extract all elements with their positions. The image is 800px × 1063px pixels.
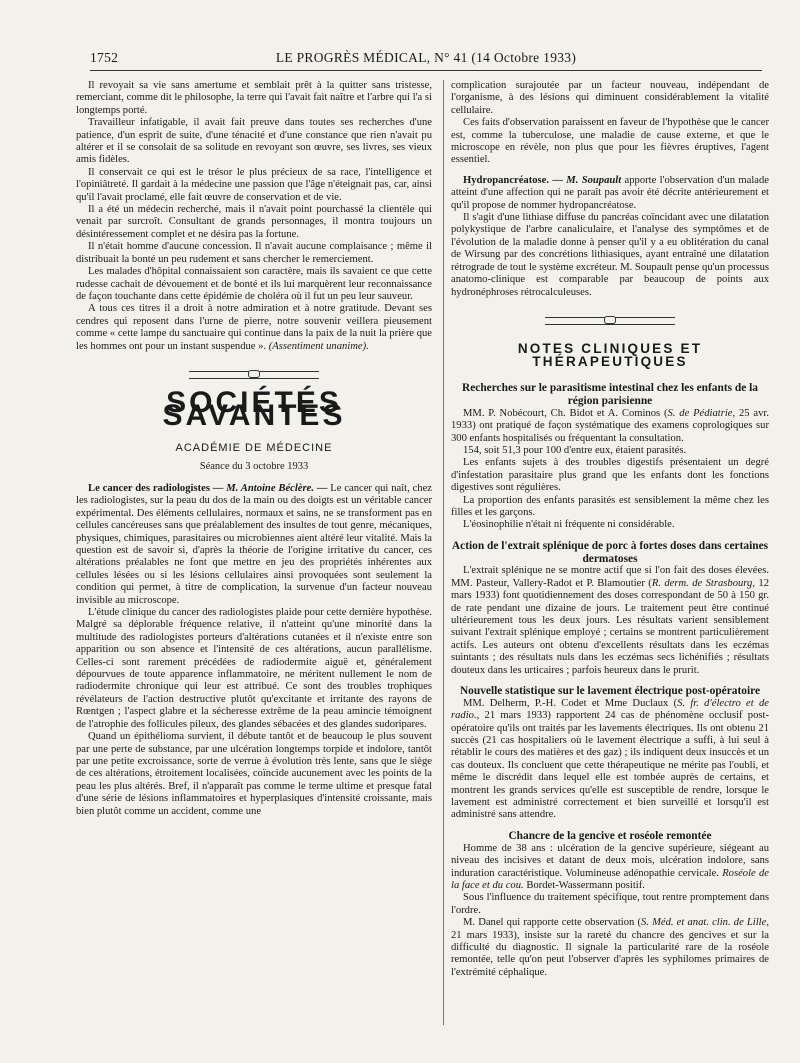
paragraph (451, 408, 769, 445)
text: , 12 mars 1933) font quotidiennement des doses correspondant de 50 à 150 gr. de rate pendant une dizaine de jours. Le traitement peut être continué ultérieurement tous les deux jours. Les résultats varient sensiblement suivant l'extrait splénique employé ; certains se montrent particulièrement actifs. Les auteurs ont obtenu d'excellents résultats dans les eczémas suintants ; des résultats nuls dans les eczémas secs lichénifiés ; résultats douteux dans les urticaires ; parfois heureux dans le prurit. (451, 577, 770, 676)
page-number: 1752 (90, 50, 119, 65)
article-text: Le cancer qui naît, chez les radiologistes, sur la peau du dos de la main ou des doigts est un véritable cancer expérimental. Des éléments cellulaires, normaux et sains, ne se transforment pas en cellules cancéreuses sans que préalablement des insultes de tout genre, mécaniques, physiques, chimiques, parasitaires ou microbiennes aient altéré leur vitalité. Mais la question est de savoir si, d'après la théorie de l'origine irritative du cancer, ces altérations préalables ne font que mettre en jeu des propriétés inhérentes aux cellules lésées ou si les lésions cellulaires ainsi provoquées sont seulement la condition qui permet, à titre de complication, la survenue d'un facteur nouveau invisible au microscope. (76, 482, 433, 606)
ornament-divider (76, 371, 432, 383)
citation: R. derm. de Strasbourg (651, 577, 753, 589)
section-title: Chancre de la gencive et roséole remontée (508, 829, 712, 842)
citation: S. Méd. et anat. clin. de Lille (640, 917, 767, 929)
paragraph-note: (Assentiment unanime). (268, 340, 369, 352)
section-title: Nouvelle statistique sur le lavement électrique post-opératoire (459, 685, 761, 698)
paragraph: La proportion des enfants parasités est sensiblement la même chez les filles et les garçons. (451, 494, 769, 518)
text: Bordet-Wassermann positif. (523, 879, 645, 891)
article-title: Le cancer des radiologistes (88, 482, 210, 494)
text: MM. Delherm, P.-H. Codet et Mme Duclaux ( (463, 697, 678, 709)
header-rule (90, 70, 762, 71)
paragraph (76, 303, 432, 353)
article-text: apporte l'observation d'un malade atteint d'une affection qui ne paraît pas avoir été décrite antérieurement et qu'il propose de nommer hydropancréatose. (451, 174, 769, 211)
paragraph: Il n'était homme d'aucune concession. Il n'avait aucune complaisance ; même il distribuait la bonté un peu rudement et sans chercher le remerciement. (76, 241, 432, 265)
paragraph: L'étude clinique du cancer des radiologistes plaide pour cette dernière hypothèse. Malgré sa déplorable fréquence relative, il n'atteint qu'une minorité dans la multitude des radiologistes porteurs d'altérations cutanées et il n'existe entre son apparition ou son absence et l'intensité de ces altérations, aucun parallélisme. Celles-ci sont rarement précédées de radiodermite aiguë et, généralement dépourvues de toute apparence inflammatoire, ne méritent nullement le nom de radiodermite chronique qui leur est attribué. Ce sont des troubles trophiques révélateurs de l'action destructive plutôt qu'excitante et irritante des rayons de Rœntgen ; l'aspect glabre et la sécheresse extrême de la peau amincie témoignent de l'atrophie des follicules pileux, des glandes sébacées et des glandes sudoripares. (76, 607, 433, 730)
text: MM. P. Nobécourt, Ch. Bidot et A. Cominos ( (463, 407, 668, 419)
text: , 21 mars 1933) rapportent 24 cas de phénomène occlusif post-opératoire qu'ils ont traités par les lavements électriques. Ils ont obtenu 21 succès (21 cas hospitaliers où le lavement électrique a suffi, à lui seul à rétablir le cours des matières et des gaz) ; ils indiquent deux insuccès et un cas douteux. Ils concluent que cette thérapeutique ne mérite pas l'oubli, et même le discrédit dans lequel elle est tombée auprès de certains, et montrent les grands services qu'elle est susceptible de rendre, lorsque le lavement est administré correctement et bien surveillé et lorsqu'il est administré sans attendre. (451, 710, 769, 821)
text: , 21 mars 1933), insiste sur la rareté du chancre des gencives et sur la difficulté du diagnostic. Il signale la particularité rare de la roséole remontée, telle qu'on peut l'observer d'après les syphilomes primaires de l'extrémité céphalique. (451, 917, 769, 978)
paragraph (451, 565, 769, 677)
paragraph: Les malades d'hôpital connaissaient son caractère, mais ils savaient ce que cette rudesse cachait de dévouement et de bonté et ils lui marquèrent leur reconnaissance de façon touchante dans cette épidémie de choléra où il fut un peu leur sauveur. (76, 266, 432, 302)
article-paragraph (451, 175, 769, 212)
article-author: — M. Antoine Béclère. — (212, 482, 328, 494)
article-title: Hydropancréatose. (463, 174, 550, 186)
left-column (76, 80, 432, 818)
ornament-divider (451, 317, 769, 329)
running-head (90, 50, 762, 68)
right-column (451, 80, 769, 979)
paragraph: complication surajoutée par un facteur nouveau, indépendant de l'organisme, à des lésions qui diminuent considérablement la vitalité cellulaire. (451, 80, 769, 116)
paragraph (451, 843, 769, 893)
paragraph (451, 698, 769, 822)
paragraph-text: A tous ces titres il a droit à notre admiration et à notre gratitude. Devant ses cendres qui reposent dans l'urne de pierre, notre souvenir veillera pieusement comme « cette lampe du sanctuaire qui continue dans la paix de la nuit la prière que les hommes ont pour un instant suspendue ». (76, 303, 432, 352)
paragraph: Il revoyait sa vie sans amertume et semblait prêt à la quitter sans tristesse, remerciant, comme dit le philosophe, la terre qui l'avait fait naître et l'arbre qui l'a si longtemps porté. (76, 80, 432, 116)
citation: Roséole de la face et du cou. (451, 867, 769, 891)
session-date: Séance du 3 octobre 1933 (199, 460, 309, 472)
section-title: Action de l'extrait splénique de porc à fortes doses dans certaines dermatoses (451, 539, 769, 565)
paragraph: Quand un épithélioma survient, il débute tantôt et de beaucoup le plus souvent par une perte de substance, par une ulcération longtemps torpide et indolore, tantôt par une petite excroissance, sorte de verrue à évolution très lente, sans que le siège de ces altérations, étroitement localisées, coïncide aucunement avec les points de la peau les plus altérés. Bref, il n'apparaît pas comme le terme ultime et presque fatal d'une série de lésions inflammatoires et hyperplasiques d'intensité croissante, mais bien plutôt comme un accident, comme une (76, 731, 432, 817)
paragraph: Les enfants sujets à des troubles digestifs présentaient un degré d'infestation parasitaire plus grand que les enfants dont les fonctions digestives sont régulières. (451, 457, 769, 494)
paragraph: Ces faits d'observation paraissent en faveur de l'hypothèse que le cancer est, comme la tuberculose, une maladie de cause externe, et que le microscope en révèle, non plus que pour les fièvres éruptives, l'agent essentiel. (451, 117, 769, 166)
paragraph: L'éosinophilie n'était ni fréquente ni considérable. (463, 519, 675, 531)
journal-title: LE PROGRÈS MÉDICAL, N° 41 (14 Octobre 1933) (275, 50, 577, 65)
citation: S. de Pédiatrie (667, 407, 733, 419)
section-title: Recherches sur le parasitisme intestinal chez les enfants de la région parisienne (461, 382, 759, 407)
paragraph: Travailleur infatigable, il avait fait preuve dans toutes ses recherches d'une patience, d'un esprit de suite, d'une ténacité et d'une constance que rien n'avait pu altérer et il se consolait de sa solitude en revoyant son œuvre, ses livres, ses vieux amis fidèles. (76, 117, 432, 166)
paragraph (451, 917, 769, 979)
text: Homme de 38 ans : ulcération de la gencive supérieure, siégeant au niveau des incisives et datant de deux mois, ulcération indolore, sans induration caractéristique. Volumineuse adénopathie cervicale. (451, 842, 769, 879)
paragraph: 154, soit 51,3 pour 100 d'entre eux, étaient parasités. (463, 444, 687, 456)
article-author: — M. Soupault (552, 174, 622, 186)
notes-heading: NOTES CLINIQUES ET THÉRAPEUTIQUES (517, 341, 703, 369)
column-divider (443, 80, 444, 1025)
text: L'extrait splénique ne se montre actif que si l'on fait des doses élevées. MM. Pasteur, Vallery-Radot et P. Blamoutier ( (451, 565, 769, 589)
section-heading: SOCIÉTÉS SAVANTES (162, 386, 346, 432)
text: , 25 avr. 1933) ont pratiqué de façon systématique des examens coprologiques sur 300 enfants hospitalisés ou fréquentant la consultation. (451, 407, 769, 444)
paragraph: Sous l'influence du traitement spécifique, tout rentre promptement dans l'ordre. (451, 892, 769, 916)
text: M. Danel qui rapporte cette observation ( (463, 917, 641, 929)
academy-heading: ACADÉMIE DE MÉDECINE (175, 442, 333, 455)
article-paragraph (76, 483, 432, 607)
paragraph: Il conservait ce qui est le trésor le plus précieux de sa race, l'intelligence et l'opiniâtreté. Il gardait à la médecine une passion que l'âge n'éteignait pas, car, ainsi qu'il l'avait proclamé, elle fait œuvre de conservation et de vie. (76, 166, 432, 203)
paragraph: Il s'agit d'une lithiase diffuse du pancréas coïncidant avec une dilatation polykystique de l'arbre canaliculaire, et l'analyse des symptômes et de l'évolution de la maladie donne à penser qu'il y a eu oblitération du canal de Wirsung par des concrétions lithiasiques, ayant entraîné une dilatation rétrograde de tout le système excréteur. M. Soupault pense qu'un processus anatomo-clinique est comparable par beaucoup de points aux hydronéphroses rétrocalculeuses. (451, 212, 769, 298)
paragraph: Il a été un médecin recherché, mais il n'avait point pourchassé la clientèle qui venait par surcroît. Consultant de grands personnages, il montra toujours un désintéressement complet et ne désira pas la fortune. (76, 204, 432, 240)
citation: S. fr. d'électro et de radio. (451, 697, 769, 722)
